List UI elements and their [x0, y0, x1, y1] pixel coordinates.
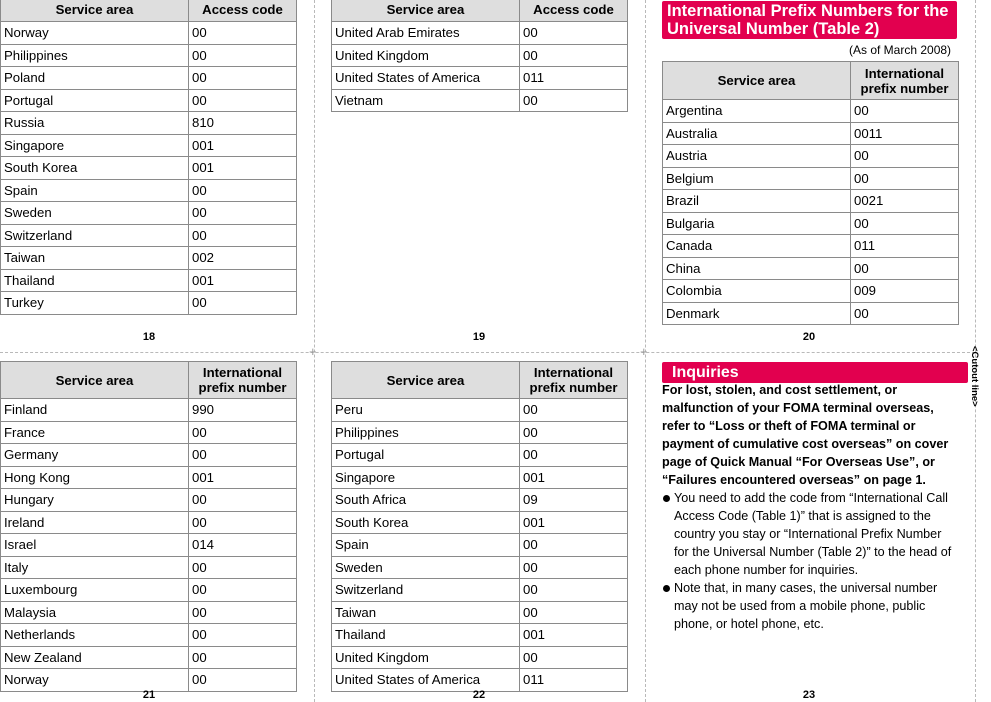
table-row: [663, 302, 959, 325]
page-number: 22: [472, 689, 486, 701]
service-area-cell: United Arab Emirates: [332, 22, 520, 45]
inquiries-body: [662, 381, 958, 633]
code-cell: 00: [189, 89, 297, 112]
service-area-cell: Russia: [1, 112, 189, 135]
table-row: [1, 534, 297, 557]
service-area-cell: United States of America: [332, 669, 520, 692]
service-area-cell: China: [663, 257, 851, 280]
access-code-table: [0, 0, 297, 315]
service-area-cell: Norway: [1, 669, 189, 692]
column-header-service-area: Service area: [332, 362, 520, 399]
code-cell: 009: [851, 280, 959, 303]
service-area-cell: South Korea: [332, 511, 520, 534]
table-row: [1, 624, 297, 647]
service-area-cell: Austria: [663, 145, 851, 168]
service-area-cell: Denmark: [663, 302, 851, 325]
prefix-number-table: [331, 361, 628, 692]
prefix-number-table: [662, 61, 959, 325]
service-area-cell: Israel: [1, 534, 189, 557]
code-cell: 00: [520, 22, 628, 45]
table-row: [332, 444, 628, 467]
code-cell: 001: [189, 157, 297, 180]
table-row: [663, 100, 959, 123]
service-area-cell: Philippines: [1, 44, 189, 67]
service-area-cell: Luxembourg: [1, 579, 189, 602]
code-cell: 00: [189, 67, 297, 90]
code-cell: 0011: [851, 122, 959, 145]
access-code-table: [331, 0, 628, 112]
code-cell: 001: [520, 466, 628, 489]
column-header-prefix-number: International prefix number: [851, 62, 959, 100]
service-area-cell: Bulgaria: [663, 212, 851, 235]
table-row: [332, 489, 628, 512]
code-cell: 001: [520, 511, 628, 534]
table-row: [332, 556, 628, 579]
list-item: [662, 579, 958, 633]
page-number: 18: [142, 331, 156, 343]
bullet-icon: [663, 585, 670, 592]
table-row: [1, 421, 297, 444]
table-row: [1, 112, 297, 135]
column-header-service-area: Service area: [1, 0, 189, 22]
code-cell: 00: [520, 601, 628, 624]
code-cell: 00: [189, 579, 297, 602]
service-area-cell: Ireland: [1, 511, 189, 534]
service-area-cell: Norway: [1, 22, 189, 45]
code-cell: 00: [189, 421, 297, 444]
table-row: [1, 489, 297, 512]
code-cell: 00: [520, 579, 628, 602]
service-area-cell: Netherlands: [1, 624, 189, 647]
code-cell: 00: [189, 44, 297, 67]
code-cell: 990: [189, 399, 297, 422]
table-row: [332, 646, 628, 669]
code-cell: 00: [520, 44, 628, 67]
code-cell: 00: [189, 489, 297, 512]
inquiries-title: Inquiries: [662, 362, 968, 383]
service-area-cell: Turkey: [1, 292, 189, 315]
service-area-cell: Germany: [1, 444, 189, 467]
service-area-cell: Switzerland: [1, 224, 189, 247]
table-row: [1, 202, 297, 225]
code-cell: 00: [189, 179, 297, 202]
code-cell: 00: [189, 624, 297, 647]
code-cell: 00: [520, 421, 628, 444]
table-row: [332, 601, 628, 624]
table-row: [1, 579, 297, 602]
service-area-cell: Finland: [1, 399, 189, 422]
table-row: [332, 399, 628, 422]
code-cell: 001: [189, 134, 297, 157]
prefix-number-table: [0, 361, 297, 692]
code-cell: 00: [189, 22, 297, 45]
code-cell: 00: [851, 302, 959, 325]
code-cell: 00: [189, 646, 297, 669]
code-cell: 00: [189, 556, 297, 579]
code-cell: 00: [520, 89, 628, 112]
code-cell: 00: [851, 100, 959, 123]
page-number: 21: [142, 689, 156, 701]
table-row: [1, 22, 297, 45]
code-cell: 001: [189, 269, 297, 292]
table-row: [663, 235, 959, 258]
table-row: [1, 556, 297, 579]
code-cell: 011: [520, 669, 628, 692]
table-row: [1, 269, 297, 292]
service-area-cell: Hungary: [1, 489, 189, 512]
table-row: [332, 466, 628, 489]
table-row: [1, 179, 297, 202]
table-row: [1, 247, 297, 270]
code-cell: 0021: [851, 190, 959, 213]
service-area-cell: Spain: [1, 179, 189, 202]
service-area-cell: Singapore: [332, 466, 520, 489]
service-area-cell: Italy: [1, 556, 189, 579]
section-title: International Prefix Numbers for the Universal Number (Table 2): [662, 1, 957, 39]
crop-mark: +: [640, 344, 648, 359]
service-area-cell: South Africa: [332, 489, 520, 512]
code-cell: 00: [520, 399, 628, 422]
table-row: [1, 399, 297, 422]
service-area-cell: Thailand: [1, 269, 189, 292]
code-cell: 00: [851, 212, 959, 235]
table-row: [332, 44, 628, 67]
column-header-prefix-number: International prefix number: [189, 362, 297, 399]
code-cell: 00: [189, 511, 297, 534]
table-row: [663, 167, 959, 190]
table-row: [332, 534, 628, 557]
service-area-cell: Singapore: [1, 134, 189, 157]
service-area-cell: Australia: [663, 122, 851, 145]
code-cell: 00: [189, 444, 297, 467]
service-area-cell: Sweden: [332, 556, 520, 579]
service-area-cell: United States of America: [332, 67, 520, 90]
table-row: [1, 134, 297, 157]
service-area-cell: Portugal: [1, 89, 189, 112]
table-row: [1, 292, 297, 315]
table-row: [1, 601, 297, 624]
table-row: [663, 190, 959, 213]
as-of-date: (As of March 2008): [849, 43, 952, 57]
service-area-cell: Brazil: [663, 190, 851, 213]
service-area-cell: Colombia: [663, 280, 851, 303]
column-header-access-code: Access code: [520, 0, 628, 22]
code-cell: 001: [189, 466, 297, 489]
service-area-cell: France: [1, 421, 189, 444]
table-row: [332, 624, 628, 647]
code-cell: 00: [520, 556, 628, 579]
code-cell: 00: [520, 646, 628, 669]
code-cell: 00: [189, 202, 297, 225]
table-row: [332, 421, 628, 444]
service-area-cell: Vietnam: [332, 89, 520, 112]
table-row: [1, 444, 297, 467]
table-row: [332, 579, 628, 602]
code-cell: 00: [520, 534, 628, 557]
service-area-cell: United Kingdom: [332, 44, 520, 67]
table-row: [1, 157, 297, 180]
table-row: [663, 145, 959, 168]
bullet-text: Note that, in many cases, the universal number may not be used from a mobile phone, public phone, or hotel phone, etc.: [674, 581, 938, 631]
page-number: 19: [472, 331, 486, 343]
list-item: [662, 489, 958, 579]
table-row: [332, 511, 628, 534]
column-header-service-area: Service area: [663, 62, 851, 100]
service-area-cell: Thailand: [332, 624, 520, 647]
service-area-cell: Sweden: [1, 202, 189, 225]
code-cell: 09: [520, 489, 628, 512]
code-cell: 00: [189, 224, 297, 247]
service-area-cell: Poland: [1, 67, 189, 90]
code-cell: 00: [851, 145, 959, 168]
table-row: [1, 67, 297, 90]
service-area-cell: Taiwan: [1, 247, 189, 270]
service-area-cell: Portugal: [332, 444, 520, 467]
bullet-icon: [663, 495, 670, 502]
bullet-text: You need to add the code from “International Call Access Code (Table 1)” that is assigned to the country you stay or “International Prefix Number for the Universal Number (Table 2)” to the head of each phone number for inquiries.: [674, 491, 952, 577]
service-area-cell: Spain: [332, 534, 520, 557]
code-cell: 810: [189, 112, 297, 135]
table-row: [1, 669, 297, 692]
crop-mark: +: [309, 344, 317, 359]
column-header-access-code: Access code: [189, 0, 297, 22]
service-area-cell: Switzerland: [332, 579, 520, 602]
table-row: [663, 280, 959, 303]
table-row: [1, 466, 297, 489]
code-cell: 011: [851, 235, 959, 258]
code-cell: 00: [189, 669, 297, 692]
code-cell: 00: [851, 167, 959, 190]
service-area-cell: United Kingdom: [332, 646, 520, 669]
page-number: 23: [802, 689, 816, 701]
code-cell: 002: [189, 247, 297, 270]
table-row: [332, 67, 628, 90]
service-area-cell: Taiwan: [332, 601, 520, 624]
code-cell: 00: [189, 292, 297, 315]
inquiries-intro: For lost, stolen, and cost settlement, or malfunction of your FOMA terminal overseas, refer to “Loss or theft of FOMA terminal or payment of cumulative cost overseas” on cover page of Quick Manual “For Overseas Use”, or “Failures encountered overseas” on page 1.: [662, 383, 949, 487]
table-row: [1, 511, 297, 534]
cutout-line-label: <Cutout line>: [969, 346, 980, 407]
table-row: [1, 224, 297, 247]
service-area-cell: Belgium: [663, 167, 851, 190]
code-cell: 014: [189, 534, 297, 557]
column-header-prefix-number: International prefix number: [520, 362, 628, 399]
service-area-cell: Peru: [332, 399, 520, 422]
table-row: [663, 122, 959, 145]
table-row: [663, 212, 959, 235]
code-cell: 001: [520, 624, 628, 647]
column-header-service-area: Service area: [1, 362, 189, 399]
service-area-cell: South Korea: [1, 157, 189, 180]
table-row: [1, 44, 297, 67]
table-row: [332, 89, 628, 112]
fold-line-horizontal: [0, 352, 975, 353]
code-cell: 00: [851, 257, 959, 280]
table-row: [1, 89, 297, 112]
service-area-cell: New Zealand: [1, 646, 189, 669]
code-cell: 00: [520, 444, 628, 467]
page-number: 20: [802, 331, 816, 343]
column-header-service-area: Service area: [332, 0, 520, 22]
service-area-cell: Canada: [663, 235, 851, 258]
service-area-cell: Philippines: [332, 421, 520, 444]
table-row: [663, 257, 959, 280]
table-row: [1, 646, 297, 669]
table-row: [332, 669, 628, 692]
service-area-cell: Malaysia: [1, 601, 189, 624]
table-row: [332, 22, 628, 45]
service-area-cell: Hong Kong: [1, 466, 189, 489]
code-cell: 011: [520, 67, 628, 90]
code-cell: 00: [189, 601, 297, 624]
service-area-cell: Argentina: [663, 100, 851, 123]
